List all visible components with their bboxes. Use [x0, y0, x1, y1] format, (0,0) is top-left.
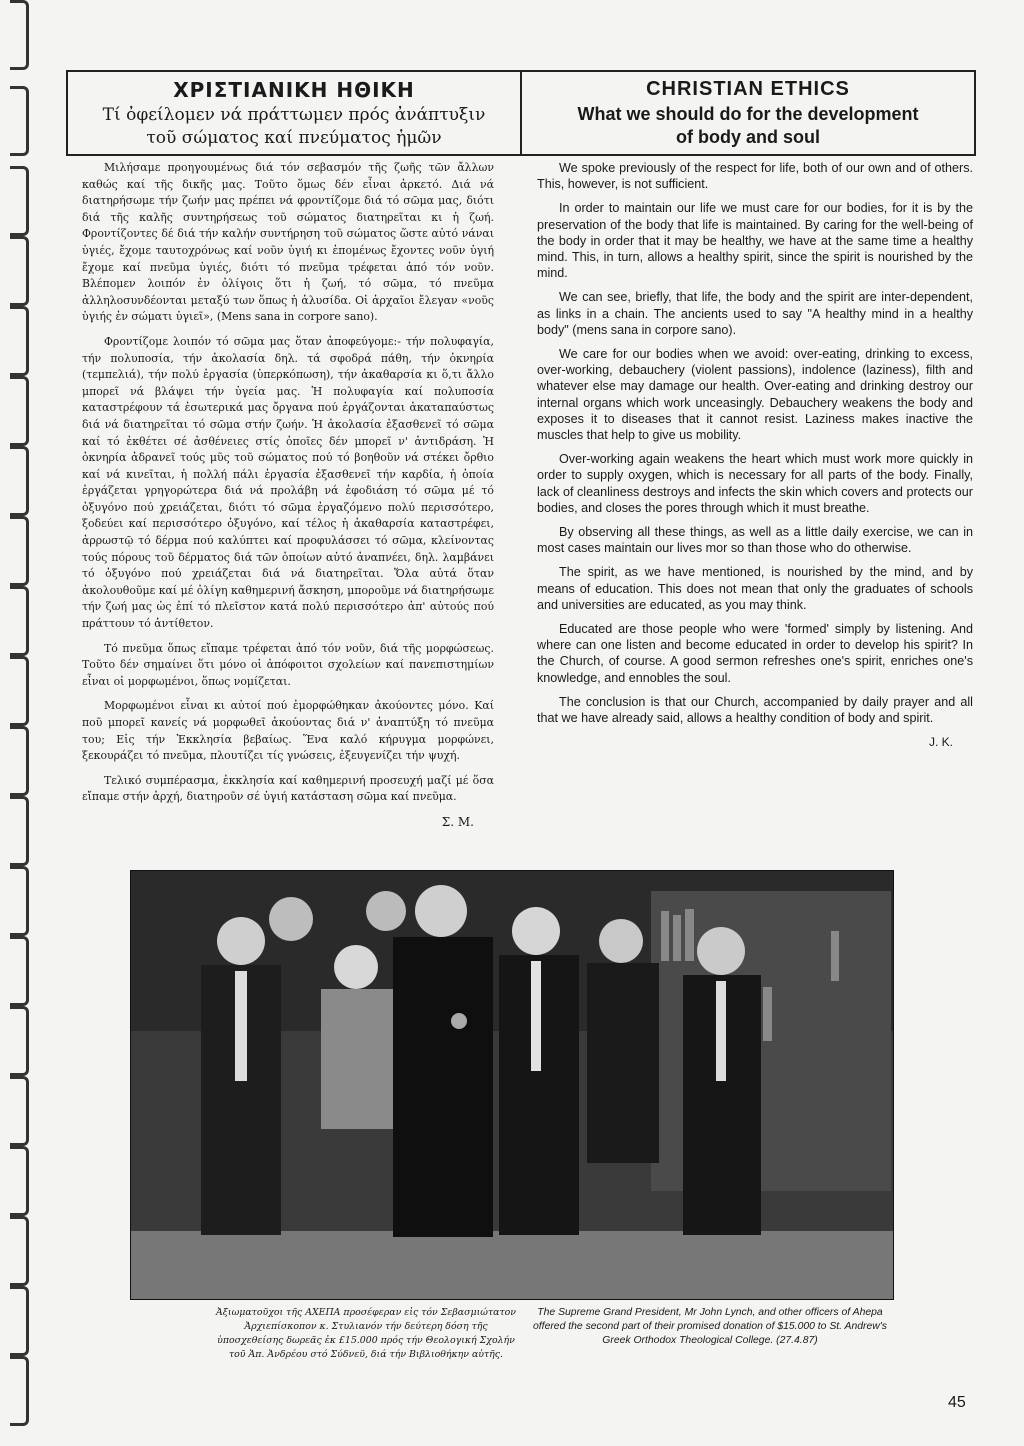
english-paragraph: We care for our bodies when we avoid: over-eating, drinking to excess, over-working, debauchery (violent passions), indolence (laziness), filth and whatever else may damage our health. Over-eating and drinking destroy our internal organs which work unceasingly. Debauchery weakens the body and exposes it to diseases that it cannot resist. Laziness makes inactive the muscles that help to give us mobility. — [537, 347, 973, 443]
english-photo-caption: The Supreme Grand President, Mr John Lynch, and other officers of Ahepa offered the second part of their promised donation of $15.000 to St. Andrew's Greek Orthodox Theological College. (27.4.87) — [533, 1307, 887, 1346]
greek-title: ΧΡΙΣΤΙΑΝΙΚΗ ΗΘΙΚΗ — [173, 78, 415, 102]
binder-ring — [10, 796, 29, 866]
english-header — [522, 72, 974, 154]
binder-ring — [10, 1356, 29, 1426]
group-photo — [130, 870, 894, 1300]
binder-ring — [10, 0, 29, 70]
binder-ring — [10, 656, 29, 726]
greek-paragraph: Τελικό συμπέρασμα, ἐκκλησία καί καθημερινή προσευχή μαζί μέ ὅσα εἴπαμε στήν ἀρχή, διατηροῦν σέ ὑγιή κατάσταση σῶμα καί πνεῦμα. — [82, 773, 494, 804]
binder-ring — [10, 936, 29, 1006]
english-paragraph: We can see, briefly, that life, the body and the spirit are inter-dependent, as links in a chain. The ancients used to say "A healthy mind in a healthy body" (mens sana in corpore sano). — [537, 290, 973, 337]
binder-ring — [10, 726, 29, 796]
english-subtitle-line1: What we should do for the development — [577, 104, 919, 124]
greek-signature: Σ. Μ. — [441, 814, 474, 829]
english-paragraph: In order to maintain our life we must care for our bodies, for it is by the preservation of the body that life is maintained. By caring for the well-being of the body in order that it may be healthy, we have at the same time a healthy mind. This, in turn, allows a healthy spirit, since the spirit is nourished by the mind. — [537, 201, 973, 281]
english-paragraph: Educated are those people who were 'formed' simply by listening. And where can one listen and become educated in order to develop his spirit? In the Church, of course. A good sermon refreshes one's spirit, enriches one's knowledge, and ennobles the soul. — [537, 622, 973, 685]
binder-ring — [10, 1216, 29, 1286]
binder-ring — [10, 1006, 29, 1076]
greek-photo-caption: Ἀξιωματοῦχοι τῆς ΑΧΕΠΑ προσέφεραν εἰς τόν Σεβασμιώτατον Ἀρχιεπίσκοπον κ. Στυλιανόν τήν δεύτερη δόση τῆς ὑποσχεθείσης δωρεᾶς ἐκ £15.000 πρός τήν Θεολογική Σχολήν τοῦ Ἁπ. Ἀνδρέου στό Σύδνεϋ, διά τήν Βιβλιοθήκην αὐτῆς. — [215, 1307, 517, 1360]
greek-subtitle-line1: Τί ὀφείλομεν νά πράττωμεν πρός ἀνάπτυξιν — [102, 105, 486, 125]
article-header — [66, 70, 976, 156]
greek-paragraph: Τό πνεῦμα ὅπως εἴπαμε τρέφεται ἀπό τόν νοῦν, διά τῆς μορφώσεως. Τοῦτο δέν σημαίνει ὅτι μόνο οἱ ἀπόφοιτοι σχολείων καί πανεπιστημίων εἶναι οἱ μορφωμένοι, ὅπως νομίζεται. — [82, 641, 494, 688]
binder-ring — [10, 1286, 29, 1356]
greek-paragraph: Φροντίζομε λοιπόν τό σῶμα μας ὅταν ἀποφεύγομε:- τήν πολυφαγία, τήν πολυποσία, τήν ἀκολασία δηλ. τά σφοδρά πάθη, τήν ὀκνηρία (τεμπελιά), τήν πολύ ἐργασία (ὑπερκόπωση), τήν ἀκαθαρσία κι ὅ,τι ἄλλο μπορεῖ νά βλάψει τήν ὑγεία μας. Ἡ πολυφαγία καί πολυποσία καταστρέφουν τά ἐσωτερικά μας ὄργανα πού ἐργάζονται ἀκαταπαύστως διά νά διατηρεῖται τό σῶμα στήν ζωήν. Ἡ ἀκολασία ἐξασθενεῖ τό σῶμα καί τό ἐκθέτει σέ ἀσθένειες στίς ὁποῖες δέν μπορεῖ ν' ἀντιδράση. Ἡ ὀκνηρία ἀδρανεῖ τούς μῦς τοῦ σώματος πού τό βοηθοῦν νά στέκει ὄρθιο καί νά κινεῖται, ἡ πολλή πάλι ἐργασία ἐξασθενεῖ τήν καρδία, ἡ ὁποία ἐργάζεται γρηγορώτερα διά νά προλάβη νά ἐφοδιάση τό σῶμα μέ τό ὀξυγόνο πού χρειάζεται, διότι τό σῶμα ἐργαζόμενο πολύ περισσότερο, ξοδεύει καί περισσότερο ὀξυγόνο, καί τέλος ἡ ἀκαθαρσία καταστρέφει, ἀρρωστῷ τό δέρμα πού καλύπτει καί προφυλάσσει τό σῶμα, κλείνοντας τούς πόρους τοῦ δέρματος διά τῶν ὁποίων αὐτό ἀναπνέει, δηλ. λαμβάνει τό ὀξυγόνο πού χρειάζεται διά νά διατηρεῖται. Ὅλα αὐτά ὅταν ἀκολουθοῦμε καί μέ ὀλίγη καθημερινή ἄσκηση, μποροῦμε νά διατηρήσωμε τήν ζωή μας ὡς ἐπί τό πλεῖστον κατά πολύ περισσότερο ἀπ' αὐτούς πού πράττουν τό ἀντίθετον. — [82, 334, 494, 631]
greek-header — [68, 72, 522, 154]
english-paragraph: The spirit, as we have mentioned, is nourished by the mind, and by means of education. This does not mean that only the graduates of schools and universities are educated, as you may think. — [537, 565, 973, 612]
binder-ring — [10, 86, 29, 156]
binder-ring — [10, 1076, 29, 1146]
binder-ring — [10, 166, 29, 236]
english-title: CHRISTIAN ETHICS — [646, 78, 850, 100]
english-paragraph: We spoke previously of the respect for life, both of our own and of others. This, however, is not sufficient. — [537, 161, 973, 192]
english-paragraph: Over-working again weakens the heart which must work more quickly in order to supply oxygen, which is necessary for all parts of the body. Finally, lack of cleanliness destroys and infects the skin which covers and protects our bodies, and closes the pores through which it must breathe. — [537, 452, 973, 515]
binder-ring — [10, 586, 29, 656]
binder-ring — [10, 1146, 29, 1216]
greek-subtitle-line2: τοῦ σώματος καί πνεύματος ἡμῶν — [146, 128, 442, 148]
binder-ring — [10, 516, 29, 586]
greek-column — [82, 160, 494, 831]
english-subtitle-line2: of body and soul — [676, 127, 820, 147]
english-paragraph: By observing all these things, as well as a little daily exercise, we can in most cases maintain our lives mor so than those who do otherwise. — [537, 525, 973, 556]
binder-ring — [10, 376, 29, 446]
english-signature: J. K. — [928, 735, 953, 750]
page-number: 45 — [948, 1394, 966, 1411]
binder-ring — [10, 866, 29, 936]
greek-paragraph: Μιλήσαμε προηγουμένως διά τόν σεβασμόν τῆς ζωῆς τῶν ἄλλων καθώς καί τῆς δικῆς μας. Τοῦτο ὅμως δέν εἶναι ἀρκετό. Διά νά διατηρήσωμε τήν ζωήν μας πρέπει νά φροντίζομε διά τό σῶμα μας, διότι διά τῆς καλῆς συντηρήσεως τοῦ σώματος διατηρεῖται κι ἡ ζωή. Φροντίζοντες δέ διά τήν καλήν συντήρηση τοῦ σώματος ὥστε αὐτό νάναι ὑγιές, ἔχομε ταυτοχρόνως καί νοῦν ὑγιή κι ἑπομένως ἔχοντες νοῦν ὑγιή ἔχομε καί πνεῦμα ὑγιές, διότι τό πνεῦμα τρέφεται ἀπό τόν νοῦν. Βλέπομεν λοιπόν ἐν ὀλίγοις ὅτι ἡ ζωή, τό σῶμα, τό πνεῦμα ἀλληλοσυνδέονται μεταξύ των ὅπως ἡ ἁλυσίδα. Οἱ ἀρχαῖοι ἔλεγαν «νοῦς ὑγιής ἐν σώματι ὑγιεῖ», (Mens sana in corpore sano). — [82, 161, 494, 324]
group-photo-illustration — [131, 871, 893, 1299]
binder-ring — [10, 236, 29, 306]
english-paragraph: The conclusion is that our Church, accompanied by daily prayer and all that we have already said, allows a healthy condition of body and spirit. — [537, 694, 973, 726]
greek-paragraph: Μορφωμένοι εἶναι κι αὐτοί πού ἐμορφώθηκαν ἀκούοντες μόνο. Καί ποῦ μπορεῖ κανείς νά μορφωθεῖ ἀκούοντας διά ν' ἀναπτύξη τό πνεῦμα του; Εἰς τήν Ἐκκλησία βεβαίως. Ἕνα καλό κήρυγμα μορφώνει, ξεκουράζει τό πνεῦμα, πλουτίζει τίς γνώσεις, ἐξευγενίζει τήν ψυχή. — [82, 699, 494, 763]
binder-rings — [0, 0, 60, 1446]
binder-ring — [10, 446, 29, 516]
binder-ring — [10, 306, 29, 376]
english-column — [537, 160, 973, 751]
